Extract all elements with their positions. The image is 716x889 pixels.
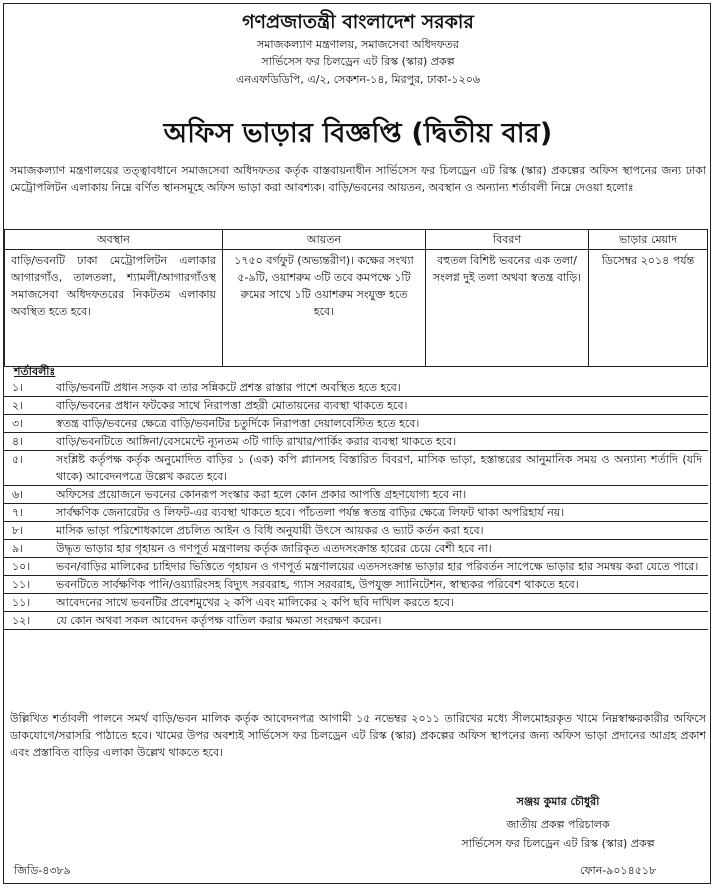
cell-size-text: ১৭৫০ বর্গফুট (অভ্যন্তরীণ)। কক্ষের সংখ্যা ৫-৯টি, ওয়াশরুম ৩টি তবে কমপক্ষে ১টি রুমের সাথে ১টি ওয়াশরুম সংযুক্ত হতে হবে।: [234, 254, 414, 318]
conditions-list: [4, 379, 708, 630]
header-description: বিবরণ: [426, 230, 589, 250]
condition-text: স্বতন্ত্র বাড়ি/ভবনের ক্ষেত্রে বাড়ি/ভবনটির চতুর্দিকে নিরাপত্তা দেয়ালবেস্টিত হতে হবে।: [56, 417, 420, 430]
table-header-row: [5, 230, 708, 250]
condition-text: যে কোন অথবা সকল আবেদন কর্তৃপক্ষ বাতিল করার ক্ষমতা সংরক্ষণ করেন।: [56, 614, 382, 627]
condition-number: ১০।: [12, 560, 31, 573]
condition-number: ১১।: [12, 578, 31, 591]
cell-term-text: ডিসেম্বর ২০১৪ পর্যন্ত: [601, 254, 695, 267]
condition-text: ভবন/বাড়ির মালিকের চাহিদার ভিত্তিতে গৃহায়ন ও গণপূর্ত মন্ত্রণালয়ের এতদসংক্রান্ত ভাড়ার হার পরিবর্তন সাপেক্ষে ভাড়ার হার সমন্বয় করা যেতে পারে।: [56, 560, 699, 573]
cell-description: [426, 250, 589, 367]
condition-text: মাসিক ভাড়া পরিশোধকালে প্রচলিত আইন ও বিধি অনুযায়ী উৎসে আয়কর ও ভ্যাট কর্তন করা হবে।: [56, 524, 484, 537]
phone-number: ফোন-৯০১৪৫১৮: [580, 864, 657, 877]
header-location: অবস্থান: [5, 230, 223, 250]
condition-text: অফিসের প্রয়োজনে ভবনের কোনরূপ সংস্কার করা হলে কোন প্রকার আপত্তি গ্রহণযোগ্য হবে না।: [56, 488, 467, 501]
condition-text: উদ্ধৃত ভাড়ার হার গৃহায়ন ও গণপূর্ত মন্ত্রণালয় কর্তৃক জারিকৃত এতদসংক্রান্ত হারের চেয়ে বেশী হবে না।: [56, 542, 492, 555]
condition-number: ৪।: [12, 435, 24, 448]
intro-paragraph: সমাজকল্যাণ মন্ত্রণালয়ের তত্ত্বাবধানে সমাজসেবা অধিদফতর কর্তৃক বাস্তবায়নাধীন সার্ভিসেস ফর চিলড্রেন এট রিস্ক (স্কার) প্রকল্পের অফিস স্থাপনের জন্য ঢাকা মেট্রোপলিটন এলাকায় নিম্নে বর্ণিত স্থানসমূহে অফিস ভাড়া করা আবশ্যক। বাড়ি/ভবনের আয়তন, অবস্থান ও অন্যান্য শর্তাবলী নিম্নে দেওয়া হলোঃ: [10, 164, 706, 194]
condition-text: সার্বক্ষণিক জেনারেটর ও লিফট-এর ব্যবস্থা থাকতে হবে। পাঁচতলা পর্যন্ত স্বতন্ত্র বাড়ির ক্ষেত্রে লিফট থাকা অপরিহার্য নয়।: [56, 506, 565, 519]
notice-title: অফিস ভাড়ার বিজ্ঞপ্তি (দ্বিতীয় বার): [163, 118, 553, 149]
condition-item: [4, 576, 708, 594]
condition-item: [4, 415, 708, 433]
closing-paragraph: উল্লিখিত শর্তাবলী পালনে সমর্থ বাড়ি/ভবন মালিক কর্তৃক আবেদনপত্র আগামী ১৫ নভেম্বর ২০১১ তারিখের মধ্যে সীলমোহরকৃত খামে নিম্নস্বাক্ষরকারীর অফিসে ডাকযোগে/সরাসরি পাঠাতে হবে। খামের উপর অবশ্যই সার্ভিসেস ফর চিলড্রেন এট রিস্ক (স্কার) প্রকল্পের অফিস স্থাপনের জন্য অফিস ভাড়া প্রদানের আগ্রহ প্রকাশ এবং প্রস্তাবিত বাড়ির এলাকা উল্লেখ থাকতে হবে।: [10, 712, 706, 759]
condition-number: ৭।: [12, 506, 24, 519]
condition-number: ২।: [12, 399, 24, 412]
signatory-project: সার্ভিসেস ফর চিলড্রেন এট রিস্ক (স্কার) প্রকল্প: [461, 837, 655, 850]
condition-text: ভবনটিতে সার্বক্ষণিক পানি/ওয়্যারিংসহ বিদ্যুৎ সরবরাহ, গ্যাস সরবরাহ, উপযুক্ত স্যানিটেশন, স্বাস্থ্যকর পরিবেশ থাকতে হবে।: [56, 578, 579, 591]
condition-number: ১১।: [12, 596, 31, 609]
cell-term: [589, 250, 708, 367]
table-row: [5, 250, 708, 367]
condition-item: [4, 540, 708, 558]
reference-number: জিডি-৪৩৮৯: [14, 864, 71, 877]
condition-number: ৬।: [12, 488, 24, 501]
condition-item: [4, 504, 708, 522]
condition-text: বাড়ি/ভবনের প্রধান ফটকের সাথে নিরাপত্তা প্রহরী মোতায়নের ব্যবস্থা থাকতে হবে।: [56, 399, 408, 412]
header-size: আয়তন: [223, 230, 426, 250]
condition-item: [4, 451, 708, 486]
condition-number: ১।: [12, 381, 24, 394]
cell-location-text: বাড়ি/ভবনটি ঢাকা মেট্রোপলিটন এলাকার আগারগাঁও, তালতলা, শ্যামলী/আগারগাঁওস্থ সমাজসেবা অধিদফতরের নিকটতম এলাকায় অবস্থিত হতে হবে।: [11, 254, 216, 318]
condition-item: [4, 397, 708, 415]
condition-item: [4, 522, 708, 540]
condition-item: [4, 486, 708, 504]
office-address: এনএফডিডিপি, এ/২, সেকশন-১৪, মিরপুর, ঢাকা-১২০৬: [235, 73, 481, 86]
condition-number: ৫।: [12, 453, 24, 466]
ministry-name: সমাজকল্যাণ মন্ত্রণালয়, সমাজসেবা অধিদফতর: [257, 38, 459, 51]
condition-item: [4, 433, 708, 451]
condition-text: সংশ্লিষ্ট কর্তৃপক্ষ কর্তৃক অনুমোদিত বাড়ির ১ (এক) কপি প্ল্যানসহ বিস্তারিত বিবরণ, মাসিক ভাড়া, হস্তান্তরের আনুমানিক সময় ও অন্যান্য শর্তাদি (যদি থাকে) আবেদনপত্রে উল্লেখ করতে হবে।: [56, 453, 702, 483]
condition-number: ৯।: [12, 542, 24, 555]
requirements-table: [4, 229, 708, 367]
project-name: সার্ভিসেস ফর চিলড্রেন এট রিস্ক (স্কার) প্রকল্প: [261, 55, 455, 68]
condition-item: [4, 558, 708, 576]
signatory-name: সঞ্জয় কুমার চৌধুরী: [516, 795, 600, 808]
condition-number: ৩।: [12, 417, 24, 430]
government-name: গণপ্রজাতন্ত্রী বাংলাদেশ সরকার: [242, 11, 474, 33]
condition-item: [4, 594, 708, 612]
condition-text: আবেদনের সাথে ভবনটির প্রবেশমুখের ২ কপি এবং মালিকের ২ কপি ছবি দাখিল করতে হবে।: [56, 596, 454, 609]
condition-text: বাড়ি/ভবনটিতে আঙ্গিনা/বেসমেন্টে ন্যূনতম ৩টি গাড়ি রাখার/পার্কিং করার ব্যবস্থা থাকতে হবে।: [56, 435, 457, 448]
cell-location: [5, 250, 223, 367]
condition-text: বাড়ি/ভবনটি প্রধান সড়ক বা তার সন্নিকটে প্রশস্ত রাস্তার পাশে অবস্থিত হতে হবে।: [56, 381, 401, 394]
cell-description-text: বহুতল বিশিষ্ট ভবনের এক তলা/সংলগ্ন দুই তলা অথবা স্বতন্ত্র বাড়ি।: [432, 254, 582, 284]
condition-item: [4, 612, 708, 630]
condition-item: [4, 379, 708, 397]
signatory-designation: জাতীয় প্রকল্প পরিচালক: [506, 818, 610, 831]
conditions-heading: শর্তাবলীঃ: [14, 365, 56, 378]
condition-number: ৮।: [12, 524, 24, 537]
condition-number: ১২।: [12, 614, 31, 627]
header-term: ভাড়ার মেয়াদ: [589, 230, 708, 250]
cell-size: [223, 250, 426, 367]
